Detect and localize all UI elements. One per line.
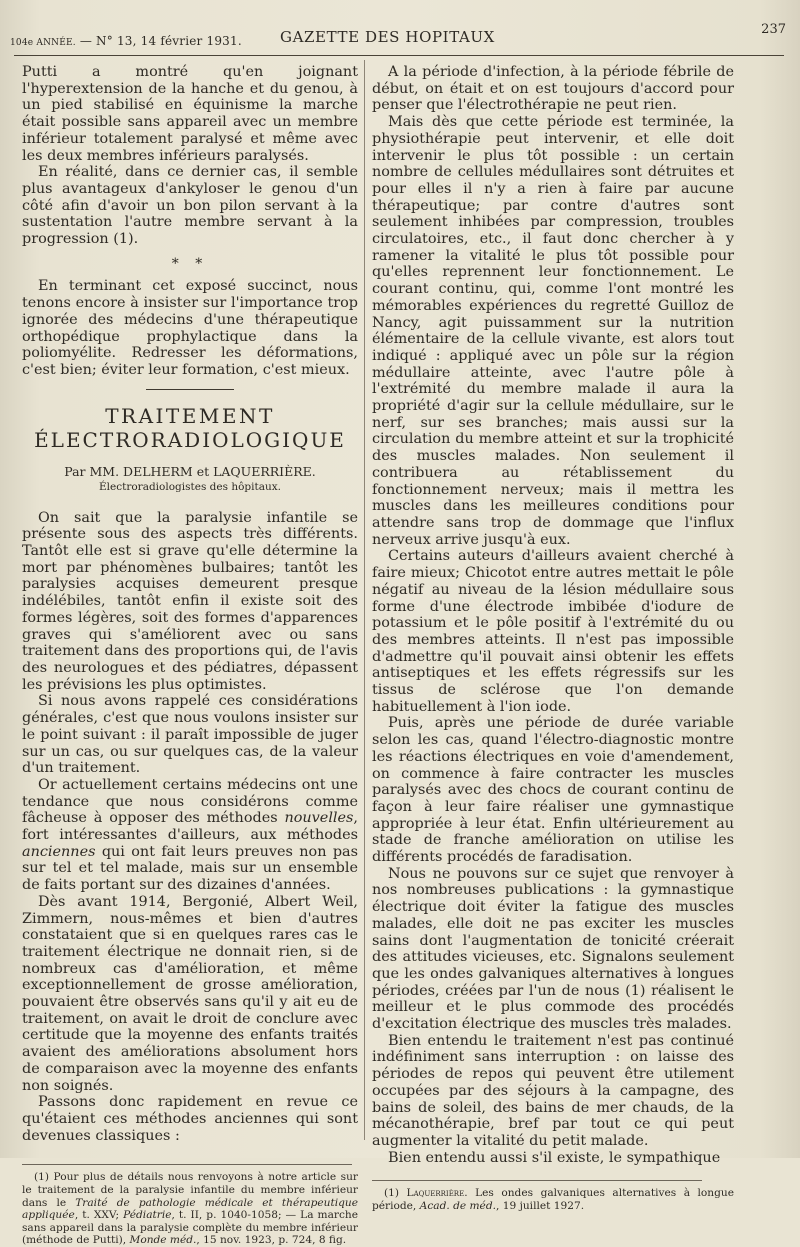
footnote-author: Laquerrière: [406, 1187, 465, 1200]
page-number: 237: [761, 22, 786, 37]
footnote-text: [22, 1171, 358, 1247]
paragraph: Bien entendu aussi s'il existe, le sympathique: [388, 1149, 721, 1166]
section-rule: [146, 389, 234, 390]
issue-date: — N° 13, 14 février 1931.: [79, 34, 242, 48]
emphasis: nouvelles: [284, 810, 354, 827]
volume-year: 104e ANNÉE.: [10, 38, 76, 48]
paragraph: Si nous avons rappelé ces considérations générales, c'est que nous voulons insister sur le point suivant : il paraît impossible de juger sur un cas, ou sur quelques cas, de la valeur d'un traitement.: [22, 693, 358, 777]
paragraph: On sait que la paralysie infantile se présente sous des aspects très différents. Tantôt elle est si grave qu'elle détermine la mort par phénomènes bulbaires; tantôt les paralysies acquises demeurent presque indélébiles, tantôt enfin il existe soit des formes légères, soit des formes d'apparences graves qui s'améliorent avec ou sans traitement dans des proportions qui, de l'avis des neurologues et des pédiatres, dépassent les prévisions les plus optimistes.: [22, 509, 358, 693]
section-title-line-1: TRAITEMENT: [105, 403, 275, 428]
section-title-line-2: ÉLECTRORADIOLOGIQUE: [34, 427, 346, 452]
journal-title: GAZETTE DES HOPITAUX: [280, 28, 495, 46]
text-run: , fort intéressantes d'ailleurs, aux méthodes: [22, 810, 358, 844]
paragraph: Puis, après une période de durée variable selon les cas, quand l'électro-diagnostic montre les réactions électriques en voie d'amendement, on commence à faire contracter les muscles paralysés avec des chocs de courant continu de façon à leur faire réaliser une gymnastique appropriée à leur état. Enfin ultérieurement au stade de franche amélioration on utilise les différents procédés de faradisation.: [372, 715, 734, 866]
emphasis: Acad. de méd.: [419, 1200, 496, 1212]
footnote: [372, 1187, 734, 1212]
text-run: (1) Pour plus de détails nous renvoyons à notre article sur le traitement de la paralysie infantile du membre inférieur dans le: [22, 1171, 358, 1209]
text-run: , 15 nov. 1923, p. 724, 8 fig.: [196, 1234, 347, 1247]
footnote-rule: [22, 1164, 352, 1165]
running-head: [10, 22, 786, 52]
paragraph: En réalité, dans ce dernier cas, il semble plus avantageux d'ankyloser le genou d'un côté afin d'avoir un bon pilon servant à la sustentation l'autre membre servant à la progression (1).: [22, 164, 358, 248]
paragraph: Dès avant 1914, Bergonié, Albert Weil, Zimmern, nous-mêmes et bien d'autres constataient que si en quelques rares cas le traitement électrique ne donnait rien, si de nombreux cas d'amélioration, et même exceptionnellement de grosse amélioration, pouvaient être observés sans qu'il y ait eu de traitement, on avait le droit de conclure avec certitude que la moyenne des enfants traités avaient des améliorations absolument hors de comparaison avec la moyenne des enfants non soignés.: [22, 893, 358, 1094]
emphasis: Traité de pathologie médicale et thérapeutique appliquée: [22, 1196, 358, 1222]
paragraph: Passons donc rapidement en revue ce qu'étaient ces méthodes anciennes qui sont devenues classiques :: [22, 1094, 358, 1144]
text-run: Or actuellement certains médecins ont une tendance que nous considérons comme fâcheuse à opposer des méthodes: [22, 776, 358, 827]
emphasis: anciennes: [22, 843, 96, 860]
footnote-text: [372, 1187, 734, 1212]
text-run: , t. XXV;: [74, 1209, 124, 1222]
author-affiliation: Électroradiologistes des hôpitaux.: [99, 480, 281, 493]
text-run: , 19 juillet 1927.: [495, 1200, 585, 1212]
text-run: , t. II, p. 1040-1058; — La marche sans appareil dans la paralysie complète du membre inférieur (méthode de Putti),: [22, 1209, 358, 1247]
article-authors: Par MM. DELHERM et LAQUERRIÈRE.: [64, 463, 316, 479]
paragraph: Putti a montré qu'en joignant l'hyperextension de la hanche et du genou, à un pied stabilisé en équinisme la marche était possible sans appareil avec un membre inférieur totalement paralysé et même avec les deux membres inférieurs paralysés.: [22, 64, 358, 164]
paragraph: Nous ne pouvons sur ce sujet que renvoyer à nos nombreuses publications : la gymnastique électrique doit éviter la fatigue des muscles malades, elle doit ne pas exciter les muscles sains dont l'augmentation de tonicité créerait des attitudes vicieuses, etc. Signalons seulement que les ondes galvaniques alternatives à longues périodes, créées par l'un de nous (1) réalisent le meilleur et le plus commode des procédés d'excitation électrique des muscles très malades.: [372, 865, 734, 1033]
paragraph: [22, 777, 358, 894]
issue-info: [10, 34, 242, 48]
paragraph: En terminant cet exposé succinct, nous tenons encore à insister sur l'importance trop ignorée des médecins d'une thérapeutique orthopédique prophylactique dans la poliomyélite. Redresser les déformations, c'est bien; éviter leur formation, c'est mieux.: [22, 278, 358, 378]
paragraph: Certains auteurs d'ailleurs avaient cherché à faire mieux; Chicotot entre autres mettait le pôle négatif au niveau de la lésion médullaire sous forme d'une électrode imbibée d'iodure de potassium et le pôle positif à l'extrémité du ou des membres atteints. Il n'est pas impossible d'admettre qu'il pouvait ainsi obtenir les effets antiseptiques et les effets régressifs sur les tissus de sclérose que l'on demande habituellement à l'ion iode.: [372, 548, 734, 715]
text-run: (1): [384, 1187, 407, 1200]
footnote: [22, 1171, 358, 1247]
paragraph: Mais dès que cette période est terminée, la physiothérapie peut intervenir, et elle doit intervenir le plus tôt possible : un certain nombre de cellules médullaires sont détruites et pour elles il n'y a rien à faire par aucune thérapeutique; par contre d'autres sont seulement inhibées par compression, troubles circulatoires, etc., il faut donc chercher à y ramener la vitalité le plus tôt possible pour qu'elles reprennent leur fonctionnement. Le courant continu, qui, comme l'ont montré les mémorables expériences du regretté Guilloz de Nancy, agit puissamment sur la nutrition élémentaire de la cellule vivante, est alors tout indiqué : appliqué avec un pôle sur la région médullaire atteinte, avec l'autre pôle à l'extrémité du membre malade il aura la propriété d'agir sur la cellule médullaire, sur le nerf, sur ses branches; mais aussi sur la circulation du membre atteint et sur la trophicité des muscles malades. Non seulement il contribuera au rétablissement du fonctionnement nerveux; mais il mettra les muscles dans les meilleures conditions pour attendre sans trop de dommage que l'influx nerveux arrive jusqu'à eux.: [372, 114, 734, 548]
left-column: [22, 64, 358, 1247]
header-rule: [14, 55, 784, 56]
right-column: [372, 64, 734, 1213]
text-run: qui ont fait leurs preuves non pas sur tel et tel malade, mais sur un ensemble de faits portant sur des dizaines d'années.: [22, 843, 358, 894]
footnote-rule: [372, 1180, 702, 1181]
column-divider: [364, 60, 365, 1140]
emphasis: Monde méd.: [129, 1234, 197, 1247]
emphasis: Pédiatrie: [123, 1209, 172, 1222]
paragraph: Bien entendu le traitement n'est pas continué indéfiniment sans interruption : on laisse des périodes de repos qui peuvent être utilement occupées par des séjours à la campagne, des bains de soleil, des bains de mer chauds, de la mécanothérapie, bref par tout ce qui peut augmenter la vitalité du petit malade.: [372, 1032, 734, 1149]
separator-dots: * *: [171, 255, 209, 272]
paragraph: A la période d'infection, à la période fébrile de début, on était et on est toujours d'accord pour penser que l'électrothérapie ne peut rien.: [372, 64, 734, 114]
text-run: . Les ondes galvaniques alternatives à longue période,: [372, 1187, 735, 1212]
